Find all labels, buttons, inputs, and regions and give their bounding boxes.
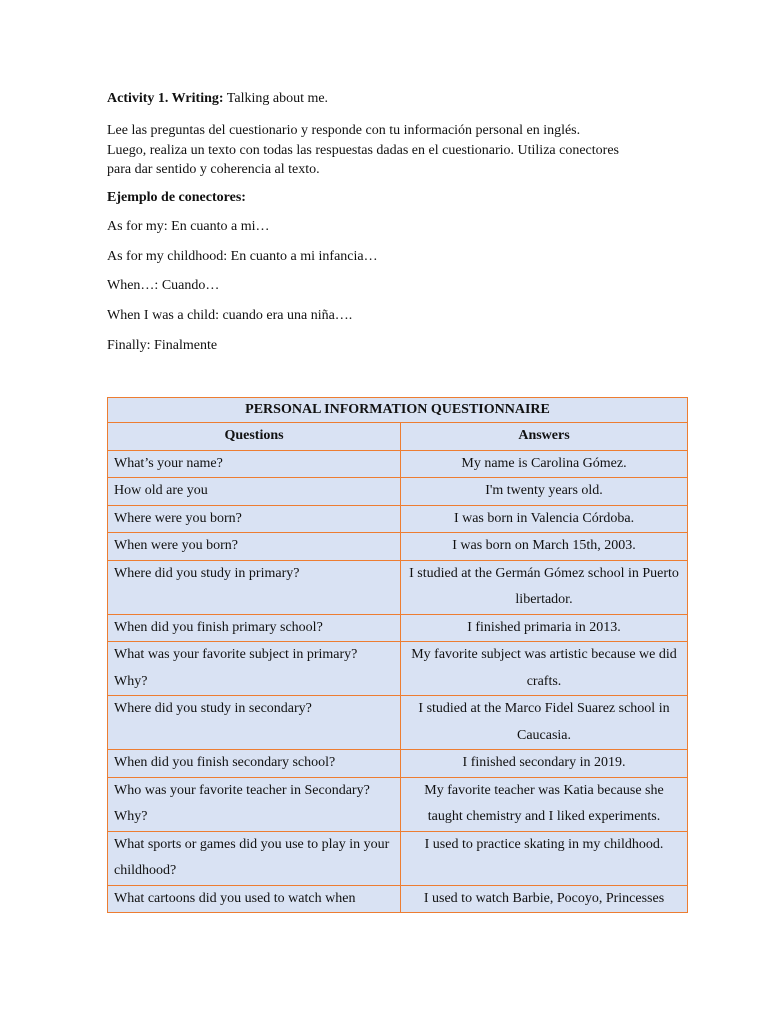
activity-heading bbox=[107, 91, 687, 107]
question-cell: Where did you study in primary? bbox=[108, 560, 401, 614]
answer-cell: I finished primaria in 2013. bbox=[401, 614, 688, 642]
answer-cell: I was born on March 15th, 2003. bbox=[401, 533, 688, 561]
answer-cell: I studied at the Germán Gómez school in Puerto libertador. bbox=[401, 560, 688, 614]
answer-cell: I studied at the Marco Fidel Suarez school in Caucasia. bbox=[401, 696, 688, 750]
questionnaire-table bbox=[107, 397, 688, 913]
question-cell: Who was your favorite teacher in Secondary? Why? bbox=[108, 777, 401, 831]
table-row bbox=[108, 696, 688, 750]
page-bottom-margin bbox=[0, 916, 768, 1024]
table-row bbox=[108, 505, 688, 533]
table-title-row bbox=[108, 398, 688, 423]
table-title: PERSONAL INFORMATION QUESTIONNAIRE bbox=[108, 398, 688, 423]
connector-example: As for my childhood: En cuanto a mi infancia… bbox=[107, 249, 378, 264]
instruction-line: Lee las preguntas del cuestionario y responde con tu información personal en inglés. bbox=[107, 123, 581, 138]
table-row bbox=[108, 831, 688, 885]
connector-example: When…: Cuando… bbox=[107, 278, 220, 293]
question-cell: When did you finish secondary school? bbox=[108, 750, 401, 778]
answer-cell: I was born in Valencia Córdoba. bbox=[401, 505, 688, 533]
connector-example: When I was a child: cuando era una niña…. bbox=[107, 308, 353, 323]
table-row bbox=[108, 614, 688, 642]
column-header-answers: Answers bbox=[401, 423, 688, 451]
connectors-heading: Ejemplo de conectores: bbox=[107, 190, 246, 205]
question-cell: Where were you born? bbox=[108, 505, 401, 533]
answer-cell: I'm twenty years old. bbox=[401, 478, 688, 506]
connector-example: Finally: Finalmente bbox=[107, 338, 218, 353]
question-cell: When were you born? bbox=[108, 533, 401, 561]
question-cell: What cartoons did you used to watch when bbox=[108, 885, 401, 913]
answer-cell: I used to practice skating in my childhood. bbox=[401, 831, 688, 885]
table-row bbox=[108, 642, 688, 696]
table-row bbox=[108, 777, 688, 831]
question-cell: What was your favorite subject in primary? Why? bbox=[108, 642, 401, 696]
table-row bbox=[108, 560, 688, 614]
table-row bbox=[108, 885, 688, 913]
answer-cell: My favorite teacher was Katia because she taught chemistry and I liked experiments. bbox=[401, 777, 688, 831]
activity-label: Activity 1. Writing: bbox=[107, 91, 224, 106]
answer-cell: My favorite subject was artistic because we did crafts. bbox=[401, 642, 688, 696]
question-cell: How old are you bbox=[108, 478, 401, 506]
question-cell: What’s your name? bbox=[108, 450, 401, 478]
instructions-paragraph bbox=[107, 121, 687, 180]
table-row bbox=[108, 750, 688, 778]
connector-example: As for my: En cuanto a mi… bbox=[107, 219, 270, 234]
instruction-line: Luego, realiza un texto con todas las respuestas dadas en el cuestionario. Utiliza conectores bbox=[107, 142, 619, 158]
question-cell: What sports or games did you use to play in your childhood? bbox=[108, 831, 401, 885]
column-header-questions: Questions bbox=[108, 423, 401, 451]
table-row bbox=[108, 478, 688, 506]
answer-cell: I used to watch Barbie, Pocoyo, Princesses bbox=[401, 885, 688, 913]
table-row bbox=[108, 450, 688, 478]
question-cell: Where did you study in secondary? bbox=[108, 696, 401, 750]
question-cell: When did you finish primary school? bbox=[108, 614, 401, 642]
answer-cell: My name is Carolina Gómez. bbox=[401, 450, 688, 478]
table-row bbox=[108, 533, 688, 561]
table-header-row bbox=[108, 423, 688, 451]
activity-title: Talking about me. bbox=[226, 91, 329, 106]
answer-cell: I finished secondary in 2019. bbox=[401, 750, 688, 778]
instruction-line: para dar sentido y coherencia al texto. bbox=[107, 162, 320, 177]
